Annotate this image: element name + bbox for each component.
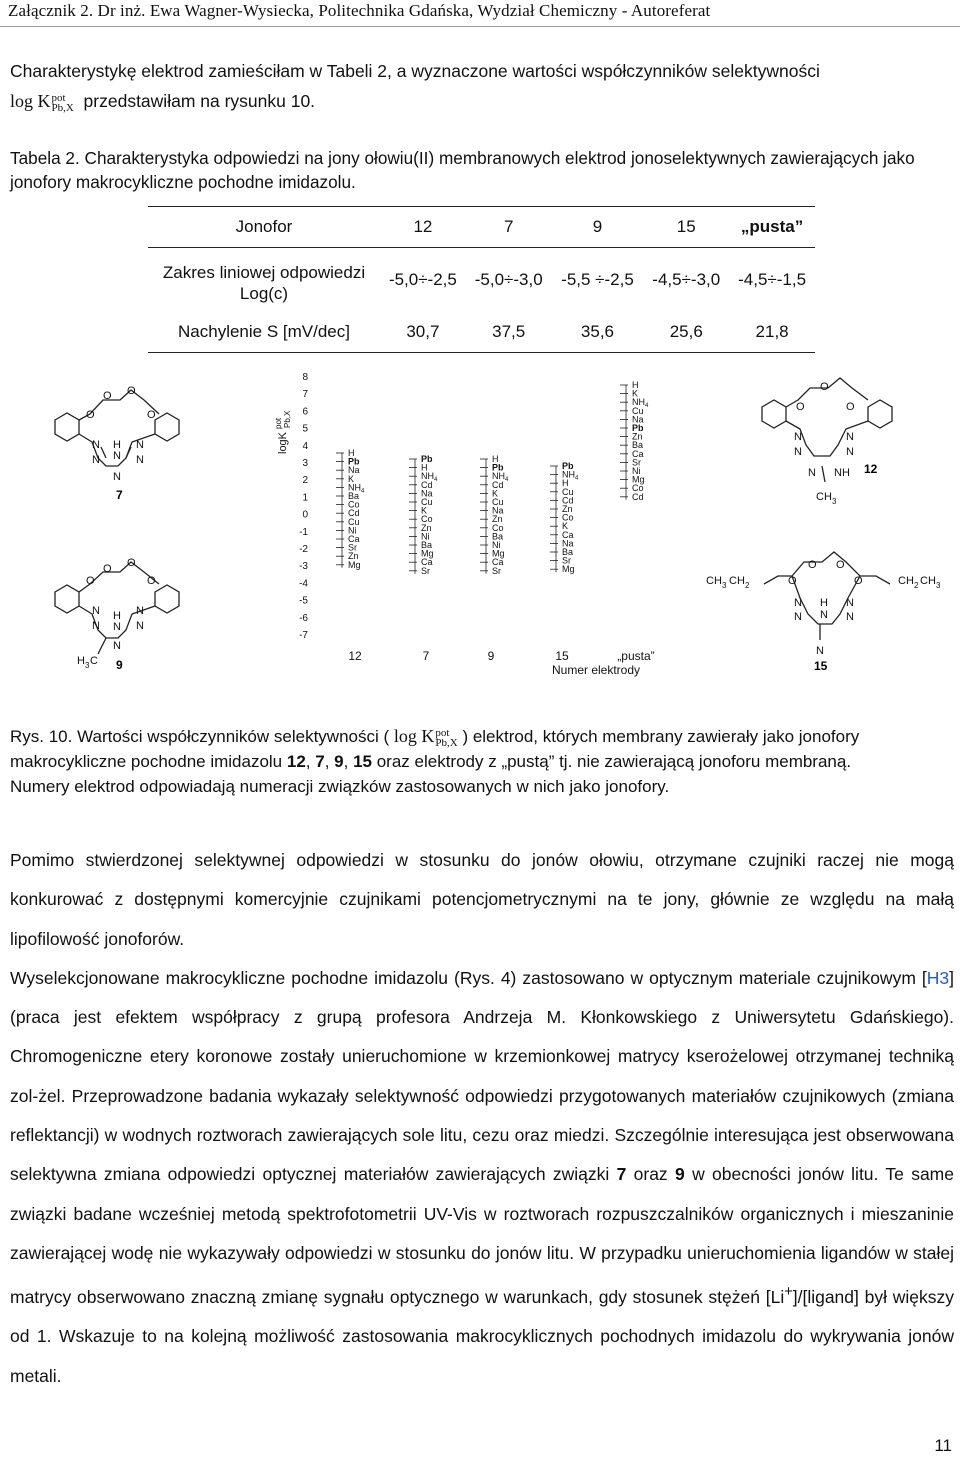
ion-label: Ni	[492, 540, 501, 550]
ion-label: Co	[632, 483, 644, 494]
y-tick-label: -3	[299, 561, 308, 573]
atom-label: N	[794, 446, 802, 458]
table-row	[148, 248, 815, 313]
ion-label: Cu	[421, 497, 433, 507]
ion-label: $NH_4$	[348, 482, 365, 495]
atom-label: CH	[816, 491, 832, 503]
ion-label: Ni	[632, 466, 641, 476]
ion-label: Cd	[348, 508, 360, 519]
ion-label: Zn	[562, 504, 573, 514]
table-cell: 37,5	[466, 312, 552, 353]
electrode-table	[148, 206, 815, 353]
ion-label: K	[348, 473, 355, 484]
ion-label: Pb	[421, 454, 433, 464]
atom-label: CH	[898, 575, 914, 587]
ion-label: Zn	[348, 551, 359, 562]
table-caption: Tabela 2. Charakterystyka odpowiedzi na jony ołowiu(II) membranowych elektrod jonoselektywnych zawierających jako jonofory makrocykliczne pochodne imidazolu.	[10, 148, 915, 192]
atom-label: O	[127, 385, 136, 397]
table-header-cell: 15	[643, 207, 729, 248]
ion-label: H	[632, 380, 639, 390]
atom-label: 3	[722, 581, 727, 590]
figure-svg	[0, 362, 960, 692]
ion-label: Mg	[562, 564, 575, 575]
structure-15-atoms	[706, 559, 941, 657]
x-tick-label: 7	[422, 649, 430, 663]
table-cell: 35,6	[552, 312, 644, 353]
ion-label: Sr	[632, 457, 641, 468]
y-tick-label: -5	[299, 595, 308, 607]
x-tick-label: 9	[487, 649, 495, 663]
ion-label: Co	[421, 514, 433, 525]
ion-label: Cu	[492, 497, 504, 507]
table-cell: -5,0÷-2,5	[388, 270, 457, 289]
structure-label-15: 15	[814, 659, 828, 673]
atom-label: O	[103, 390, 112, 402]
structure-9-atoms	[77, 557, 156, 670]
ion-label: Na	[492, 505, 504, 516]
y-tick-label: 8	[302, 372, 308, 383]
ion-label: Ni	[348, 525, 357, 536]
table-header-row	[148, 207, 815, 248]
figure-caption: Rys. 10. Wartości współczynników selektywności ( log K pot Pb,X ) elektrod, których membrany zawierały jako jonofory makrocykliczne pochodne imidazolu 12, 7, 9, 15 oraz elektrody z „pustą” tj. nie zawierającą jonoforu membraną. Numery elektrod odpowiadają numeracji związków zastosowanych w nich jako jonofory.	[10, 726, 860, 796]
ion-label: Ca	[492, 557, 504, 568]
ion-label: Sr	[348, 542, 357, 553]
y-tick-label: 2	[302, 475, 308, 487]
y-tick-label: -6	[299, 612, 308, 624]
table-header-cell: 12	[380, 207, 466, 248]
ion-label: Cd	[421, 479, 433, 490]
intro-line-2: log K pot Pb,X przedstawiłam na rysunku 10.	[10, 91, 316, 114]
atom-label: N	[846, 446, 854, 458]
ion-label: $NH_4$	[632, 397, 649, 410]
y-tick-label: 7	[302, 389, 308, 401]
page-number: 11	[934, 1436, 952, 1455]
atom-label: N	[794, 431, 802, 443]
y-axis-sub: Pb,X	[283, 410, 292, 428]
ion-label: Pb	[348, 456, 360, 467]
ion-label: Sr	[562, 555, 571, 566]
atom-label: O	[103, 563, 112, 575]
figure-10	[0, 362, 960, 692]
atom-label: N	[794, 611, 802, 623]
atom-label: 3	[936, 581, 941, 590]
ion-label: Pb	[562, 461, 574, 471]
ion-label: K	[492, 488, 499, 499]
table-cell: 30,7	[380, 312, 466, 353]
atom-label: CH	[729, 575, 745, 587]
ion-label: H	[348, 448, 355, 458]
structure-15	[764, 552, 890, 640]
atom-label: N	[816, 645, 824, 657]
table-row	[148, 312, 815, 353]
atom-label: O	[796, 401, 805, 413]
y-tick-label: 4	[302, 440, 308, 452]
table-cell: -4,5÷-3,0	[652, 270, 721, 289]
ion-label: K	[562, 521, 569, 532]
ion-label: Ni	[421, 531, 430, 542]
ion-label: Ba	[632, 440, 644, 451]
atom-label: H	[113, 439, 121, 451]
atom-label: N	[113, 471, 121, 483]
ion-label: Ca	[421, 557, 433, 568]
ion-label: Ca	[348, 534, 360, 544]
intro-paragraph	[10, 58, 955, 114]
atom-label: O	[808, 559, 817, 571]
table-cell: -5,5 ÷-2,5	[561, 270, 634, 289]
y-tick-label: -1	[299, 526, 308, 538]
x-tick-label: 15	[555, 649, 569, 663]
ion-label: Ca	[562, 529, 574, 540]
atom-label: N	[92, 620, 100, 632]
ion-label: Na	[562, 538, 574, 549]
ion-label: H	[492, 454, 499, 464]
atom-label: O	[854, 575, 863, 587]
atom-label: 2	[745, 581, 750, 590]
atom-label: 3	[832, 497, 837, 506]
ion-label: Pb	[492, 462, 504, 473]
x-axis-title: Numer elektrody	[551, 663, 641, 677]
paragraph-1: Pomimo stwierdzonej selektywnej odpowiedzi w stosunku do jonów ołowiu, otrzymane czujniki raczej nie mogą konkurować z dostępnymi komercyjnie czujnikami potencjometrycznymi na te jony, głównie ze względu na małą lipofilowość jonoforów.	[10, 850, 954, 949]
intro-line-1: Charakterystykę elektrod zamieściłam w Tabeli 2, a wyznaczone wartości współczynników selektywności	[10, 61, 820, 81]
table-header-cell: 9	[552, 207, 644, 248]
ion-label: K	[421, 505, 428, 516]
ion-label: Ca	[632, 448, 644, 459]
ion-label: Co	[348, 499, 360, 510]
atom-label: O	[86, 409, 95, 421]
ion-label: $NH_4$	[421, 471, 438, 484]
atom-label: N	[113, 621, 121, 633]
ion-label: Co	[492, 522, 504, 533]
ion-label: Ba	[492, 531, 504, 542]
ion-label: Cu	[632, 405, 644, 416]
ion-label: Mg	[632, 474, 645, 485]
atom-label: O	[127, 557, 136, 569]
atom-label: N	[113, 450, 121, 462]
atom-label: N	[92, 439, 100, 451]
body-text	[10, 841, 954, 1396]
ion-label: Ba	[562, 547, 574, 557]
structure-label-7: 7	[116, 488, 123, 502]
y-tick-label: 6	[302, 406, 308, 418]
structure-12-atoms	[794, 381, 855, 506]
page-header	[0, 0, 960, 27]
atom-label: N	[846, 431, 854, 443]
ion-label: $NH_4$	[562, 469, 579, 482]
table-cell: 21,8	[729, 312, 815, 353]
ion-label: Na	[632, 414, 644, 425]
atom-label: CH	[706, 575, 722, 587]
header-text: Załącznik 2. Dr inż. Ewa Wagner-Wysiecka, Politechnika Gdańska, Wydział Chemiczny - Autoreferat	[8, 1, 711, 20]
ion-label: Mg	[492, 548, 505, 559]
selectivity-plot	[274, 372, 655, 677]
ion-label: Cd	[562, 495, 574, 506]
atom-label: 3	[85, 661, 90, 670]
atom-label: N	[92, 454, 100, 466]
atom-label: H	[820, 597, 828, 609]
table-row-label: Zakres liniowej odpowiedzi Log(c)	[162, 263, 366, 303]
atom-label: N	[846, 597, 854, 609]
log-k-formula: log K pot Pb,X	[10, 91, 74, 114]
ion-label: Cu	[348, 516, 360, 527]
log-k-formula: log K pot Pb,X	[393, 726, 458, 749]
atom-label: N	[820, 609, 828, 621]
ion-label: Cd	[492, 479, 504, 490]
atom-label: N	[846, 611, 854, 623]
ion-label: Ba	[421, 540, 433, 550]
ion-label: Sr	[492, 565, 501, 576]
ion-label: Zn	[421, 522, 432, 533]
table-cell: -4,5÷-1,5	[738, 270, 807, 289]
atom-label: N	[136, 439, 144, 451]
ion-label: Mg	[421, 548, 434, 559]
ion-label: Sr	[421, 565, 430, 576]
ion-label: H	[421, 462, 428, 473]
ion-label: Zn	[492, 514, 503, 525]
atom-label: N	[136, 454, 144, 466]
atom-label: O	[147, 409, 156, 421]
y-tick-label: 0	[302, 509, 308, 521]
ion-label: K	[632, 388, 639, 399]
table-cell: -5,0÷-3,0	[474, 270, 543, 289]
y-axis-label: logK$^{pot}$	[274, 417, 289, 454]
reference-link[interactable]: H3	[926, 967, 950, 988]
ion-label: Na	[421, 488, 433, 499]
ion-label: $NH_4$	[492, 471, 509, 484]
ion-label: Mg	[348, 559, 361, 570]
ion-label: Pb	[632, 423, 644, 433]
x-tick-label: „pusta”	[617, 649, 655, 663]
ion-label: Co	[562, 512, 574, 523]
ion-label: Ba	[348, 491, 360, 501]
paragraph-2: Wyselekcjonowane makrocykliczne pochodne imidazolu (Rys. 4) zastosowano w optycznym materiale czujnikowym [H3] (praca jest efektem współpracy z grupą profesora Andrzeja M. Kłonkowskiego z Uniwersytetu Gdańskiego). Chromogeniczne etery koronowe zostały unieruchomione w krzemionkowej matrycy kserożelowej otrzymanej techniką zol-żel. Przeprowadzone badania wykazały selektywność odpowiedzi przygotowanych materiałów czujnikowych (zmiana reflektancji) w wodnych roztworach zawierających sole litu, cezu oraz miedzi. Szczególnie interesująca jest obserwowana selektywna zmiana odpowiedzi optycznej materiałów zawierających związki 7 oraz 9 w obecności jonów litu. Te same związki badane wcześniej metodą spektrofotometrii UV-Vis w roztworach rozpuszczalników organicznych i mieszaninie zawierającej wodę nie wykazywały odpowiedzi w stosunku do jonów litu. W przypadku unieruchomienia ligandów w stałej matrycy obserwowano znaczną zmianę sygnału optycznego w warunkach, gdy stosunek stężeń [Li+]/[ligand] był większy od 1. Wskazuje to na kolejną możliwość zastosowania makrocyklicznych pochodnych imidazolu do wykrywania jonów metali.	[10, 967, 954, 1386]
atom-label: N	[136, 605, 144, 617]
atom-label: O	[846, 401, 855, 413]
atom-label: 2	[914, 581, 919, 590]
atom-label: N	[113, 640, 121, 652]
ion-label: H	[562, 478, 569, 489]
atom-label: O	[836, 559, 845, 571]
table-header-cell: 7	[466, 207, 552, 248]
y-tick-label: 3	[302, 458, 308, 469]
atom-label: O	[788, 575, 797, 587]
table-header-cell: „pusta”	[729, 207, 815, 248]
atom-label: H	[77, 655, 85, 667]
atom-label: NH	[834, 467, 850, 479]
y-tick-label: -7	[299, 630, 308, 641]
atom-label: N	[794, 597, 802, 609]
atom-label: C	[90, 655, 98, 667]
y-tick-label: -4	[299, 578, 308, 590]
y-tick-label: 5	[302, 423, 308, 435]
table-cell: 25,6	[643, 312, 729, 353]
atom-label: O	[86, 575, 95, 587]
ion-label: Zn	[632, 431, 643, 442]
x-tick-label: 12	[348, 649, 362, 663]
structure-label-12: 12	[864, 462, 878, 476]
atom-label: N	[92, 605, 100, 617]
y-tick-label: -2	[299, 544, 308, 555]
atom-label: O	[820, 381, 829, 393]
y-tick-label: 1	[302, 492, 308, 504]
ion-label: Na	[348, 465, 360, 476]
atom-label: N	[808, 467, 816, 479]
ion-label: Cd	[632, 491, 644, 502]
structure-label-9: 9	[116, 658, 123, 672]
atom-label: CH	[920, 575, 936, 587]
atom-label: O	[147, 575, 156, 587]
atom-label: N	[136, 620, 144, 632]
atom-label: H	[113, 610, 121, 622]
table-row-label: Nachylenie S [mV/dec]	[148, 312, 380, 353]
ion-label: Cu	[562, 486, 574, 497]
table-header-cell: Jonofor	[148, 207, 380, 248]
